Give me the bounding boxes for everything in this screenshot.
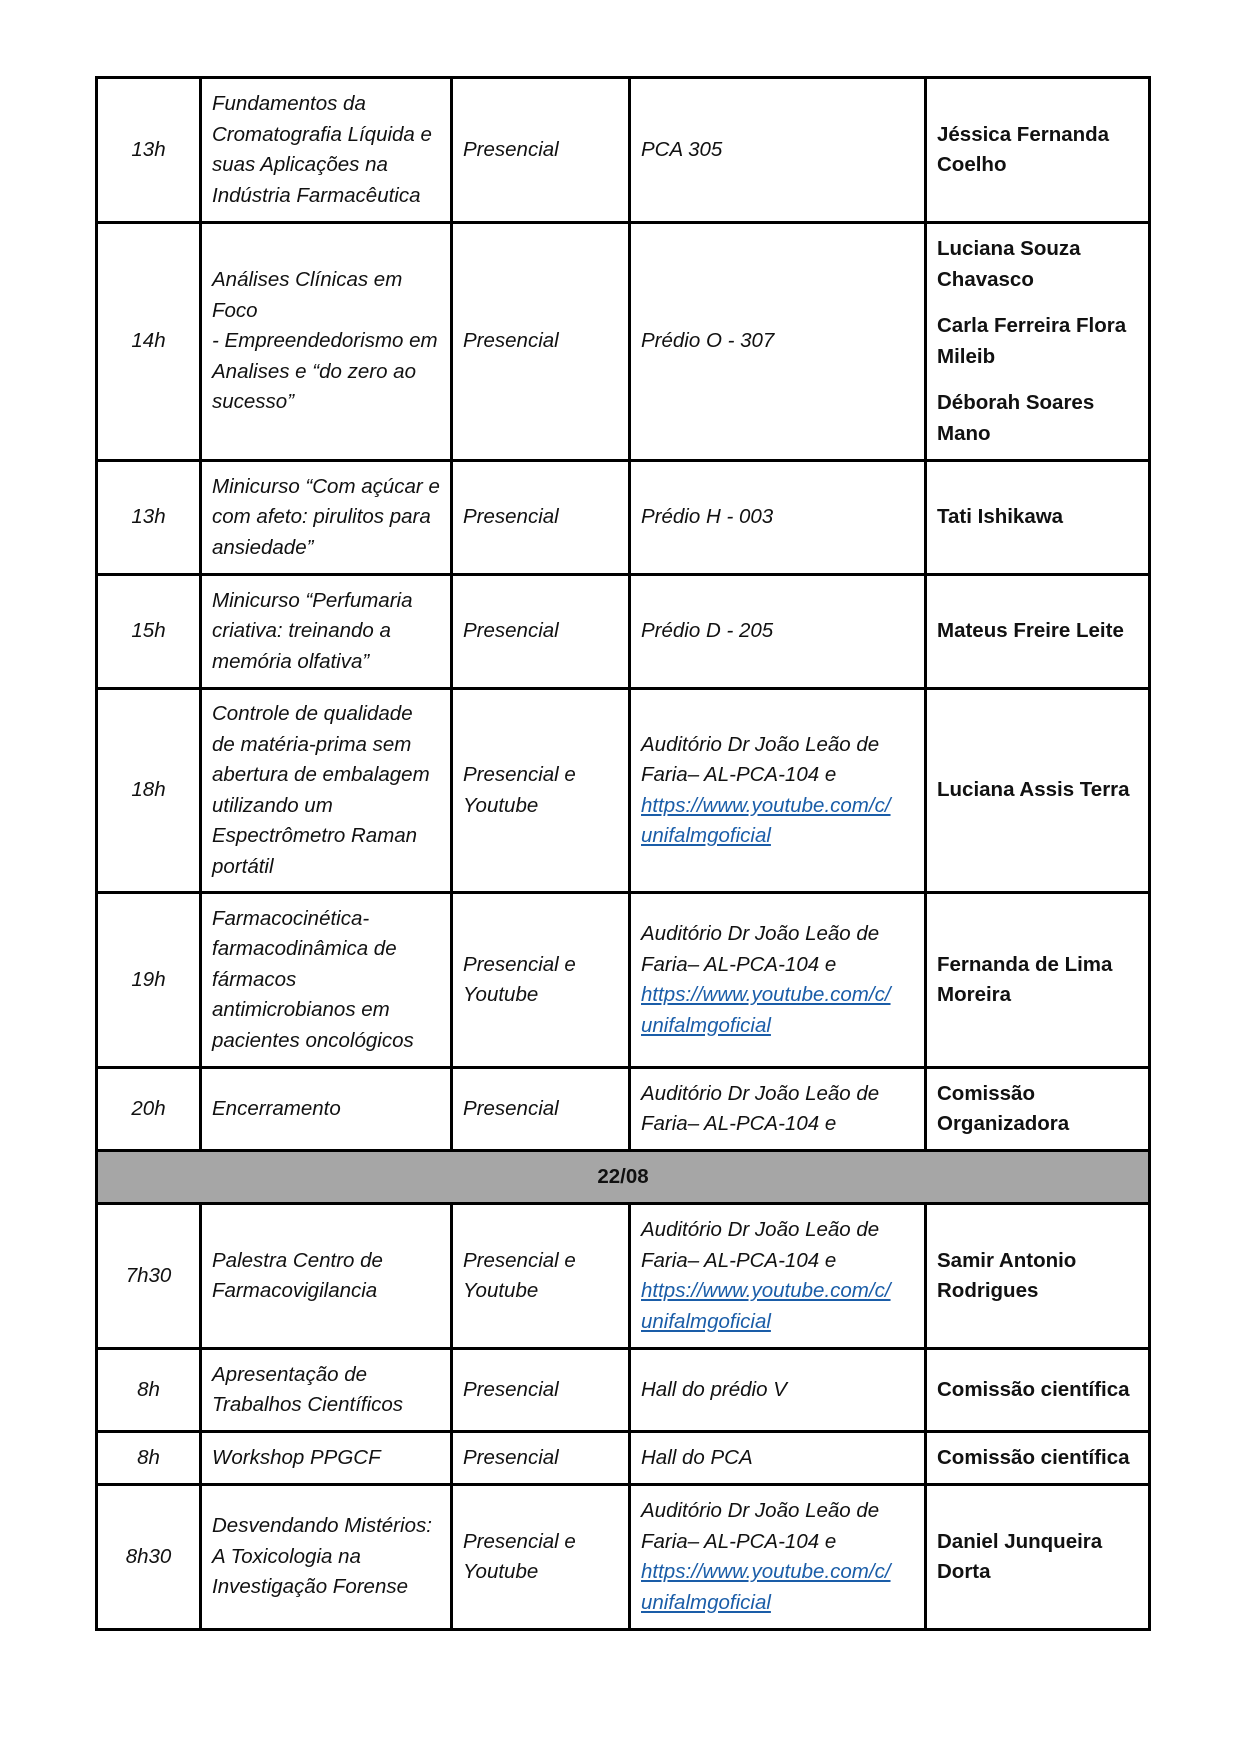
mode-cell: Presencial xyxy=(452,223,630,461)
schedule-table xyxy=(95,76,1151,1631)
speaker-cell xyxy=(926,1485,1150,1630)
speaker-cell xyxy=(926,461,1150,575)
table-row xyxy=(97,78,1150,223)
time-cell: 8h xyxy=(97,1432,201,1485)
activity-cell: Encerramento xyxy=(201,1068,452,1151)
place-cell: Hall do prédio V xyxy=(630,1349,926,1432)
place-text: Auditório Dr João Leão de Faria– AL-PCA-104 e xyxy=(641,1218,880,1272)
activity-cell: Controle de qualidade de matéria-prima sem abertura de embalagem utilizando um Espectrômetro Raman portátil xyxy=(201,689,452,893)
mode-cell: Presencial xyxy=(452,461,630,575)
place-text: Auditório Dr João Leão de Faria– AL-PCA-104 e xyxy=(641,1499,880,1553)
time-cell: 18h xyxy=(97,689,201,893)
speaker-cell xyxy=(926,689,1150,893)
time-cell: 13h xyxy=(97,461,201,575)
speaker-name: Comissão científica xyxy=(937,1377,1130,1401)
mode-cell: Presencial xyxy=(452,78,630,223)
time-cell: 7h30 xyxy=(97,1204,201,1349)
speaker-name: Comissão científica xyxy=(937,1445,1130,1469)
speaker-name: Carla Ferreira Flora Mileib xyxy=(937,314,1127,368)
place-cell: Prédio O - 307 xyxy=(630,223,926,461)
activity-cell: Desvendando Mistérios: A Toxicologia na Investigação Forense xyxy=(201,1485,452,1630)
mode-cell: Presencial e Youtube xyxy=(452,689,630,893)
place-text: Auditório Dr João Leão de Faria– AL-PCA-104 e xyxy=(641,922,880,976)
table-row xyxy=(97,1068,1150,1151)
mode-cell: Presencial xyxy=(452,1349,630,1432)
mode-cell: Presencial xyxy=(452,575,630,689)
activity-line: Análises Clínicas em Foco xyxy=(212,268,403,322)
speaker-name: Luciana Assis Terra xyxy=(937,778,1130,802)
table-row xyxy=(97,1349,1150,1432)
activity-cell: Minicurso “Com açúcar e com afeto: pirulitos para ansiedade” xyxy=(201,461,452,575)
activity-cell: Palestra Centro de Farmacovigilancia xyxy=(201,1204,452,1349)
table-row xyxy=(97,223,1150,461)
mode-cell: Presencial e Youtube xyxy=(452,1204,630,1349)
time-cell: 8h30 xyxy=(97,1485,201,1630)
place-cell xyxy=(630,689,926,893)
speaker-name: Mateus Freire Leite xyxy=(937,619,1124,643)
mode-cell: Presencial e Youtube xyxy=(452,893,630,1068)
speaker-name: Comissão Organizadora xyxy=(937,1081,1070,1135)
place-cell: Hall do PCA xyxy=(630,1432,926,1485)
speaker-cell xyxy=(926,1349,1150,1432)
table-row xyxy=(97,461,1150,575)
speaker-cell xyxy=(926,1068,1150,1151)
youtube-link[interactable]: https://www.youtube.com/c/ unifalmgoficial xyxy=(641,1279,891,1333)
speaker-name: Jéssica Fernanda Coelho xyxy=(937,122,1110,176)
time-cell: 13h xyxy=(97,78,201,223)
youtube-link[interactable]: https://www.youtube.com/c/ unifalmgoficial xyxy=(641,983,891,1037)
place-cell: PCA 305 xyxy=(630,78,926,223)
place-cell xyxy=(630,1204,926,1349)
youtube-link[interactable]: https://www.youtube.com/c/ unifalmgoficial xyxy=(641,1560,891,1614)
speaker-name: Tati Ishikawa xyxy=(937,505,1064,529)
speaker-cell xyxy=(926,1432,1150,1485)
table-row xyxy=(97,1432,1150,1485)
speaker-name: Fernanda de Lima Moreira xyxy=(937,952,1113,1006)
speaker-cell xyxy=(926,223,1150,461)
day-header-row xyxy=(97,1151,1150,1204)
place-cell: Auditório Dr João Leão de Faria– AL-PCA-104 e xyxy=(630,1068,926,1151)
speaker-cell xyxy=(926,893,1150,1068)
speaker-cell xyxy=(926,78,1150,223)
time-cell: 14h xyxy=(97,223,201,461)
table-row xyxy=(97,1204,1150,1349)
mode-cell: Presencial e Youtube xyxy=(452,1485,630,1630)
mode-cell: Presencial xyxy=(452,1068,630,1151)
youtube-link[interactable]: https://www.youtube.com/c/ unifalmgoficial xyxy=(641,793,891,847)
activity-cell: Apresentação de Trabalhos Científicos xyxy=(201,1349,452,1432)
activity-cell xyxy=(201,223,452,461)
table-row xyxy=(97,1485,1150,1630)
time-cell: 15h xyxy=(97,575,201,689)
time-cell: 19h xyxy=(97,893,201,1068)
time-cell: 8h xyxy=(97,1349,201,1432)
place-cell: Prédio H - 003 xyxy=(630,461,926,575)
time-cell: 20h xyxy=(97,1068,201,1151)
day-label: 22/08 xyxy=(97,1151,1150,1204)
speaker-name: Luciana Souza Chavasco xyxy=(937,237,1081,291)
mode-cell: Presencial xyxy=(452,1432,630,1485)
speaker-cell xyxy=(926,575,1150,689)
activity-cell: Farmacocinética-farmacodinâmica de fármacos antimicrobianos em pacientes oncológicos xyxy=(201,893,452,1068)
table-row xyxy=(97,893,1150,1068)
speaker-name: Daniel Junqueira Dorta xyxy=(937,1529,1103,1583)
activity-cell: Workshop PPGCF xyxy=(201,1432,452,1485)
place-cell xyxy=(630,1485,926,1630)
activity-cell: Fundamentos da Cromatografia Líquida e suas Aplicações na Indústria Farmacêutica xyxy=(201,78,452,223)
activity-line: - Empreendedorismo em Analises e “do zero ao sucesso” xyxy=(212,329,438,414)
speaker-name: Samir Antonio Rodrigues xyxy=(937,1248,1077,1302)
speaker-name: Déborah Soares Mano xyxy=(937,391,1095,445)
place-text: Auditório Dr João Leão de Faria– AL-PCA-104 e xyxy=(641,732,880,786)
place-cell: Prédio D - 205 xyxy=(630,575,926,689)
table-row xyxy=(97,689,1150,893)
speaker-cell xyxy=(926,1204,1150,1349)
place-cell xyxy=(630,893,926,1068)
table-row xyxy=(97,575,1150,689)
activity-cell: Minicurso “Perfumaria criativa: treinando a memória olfativa” xyxy=(201,575,452,689)
